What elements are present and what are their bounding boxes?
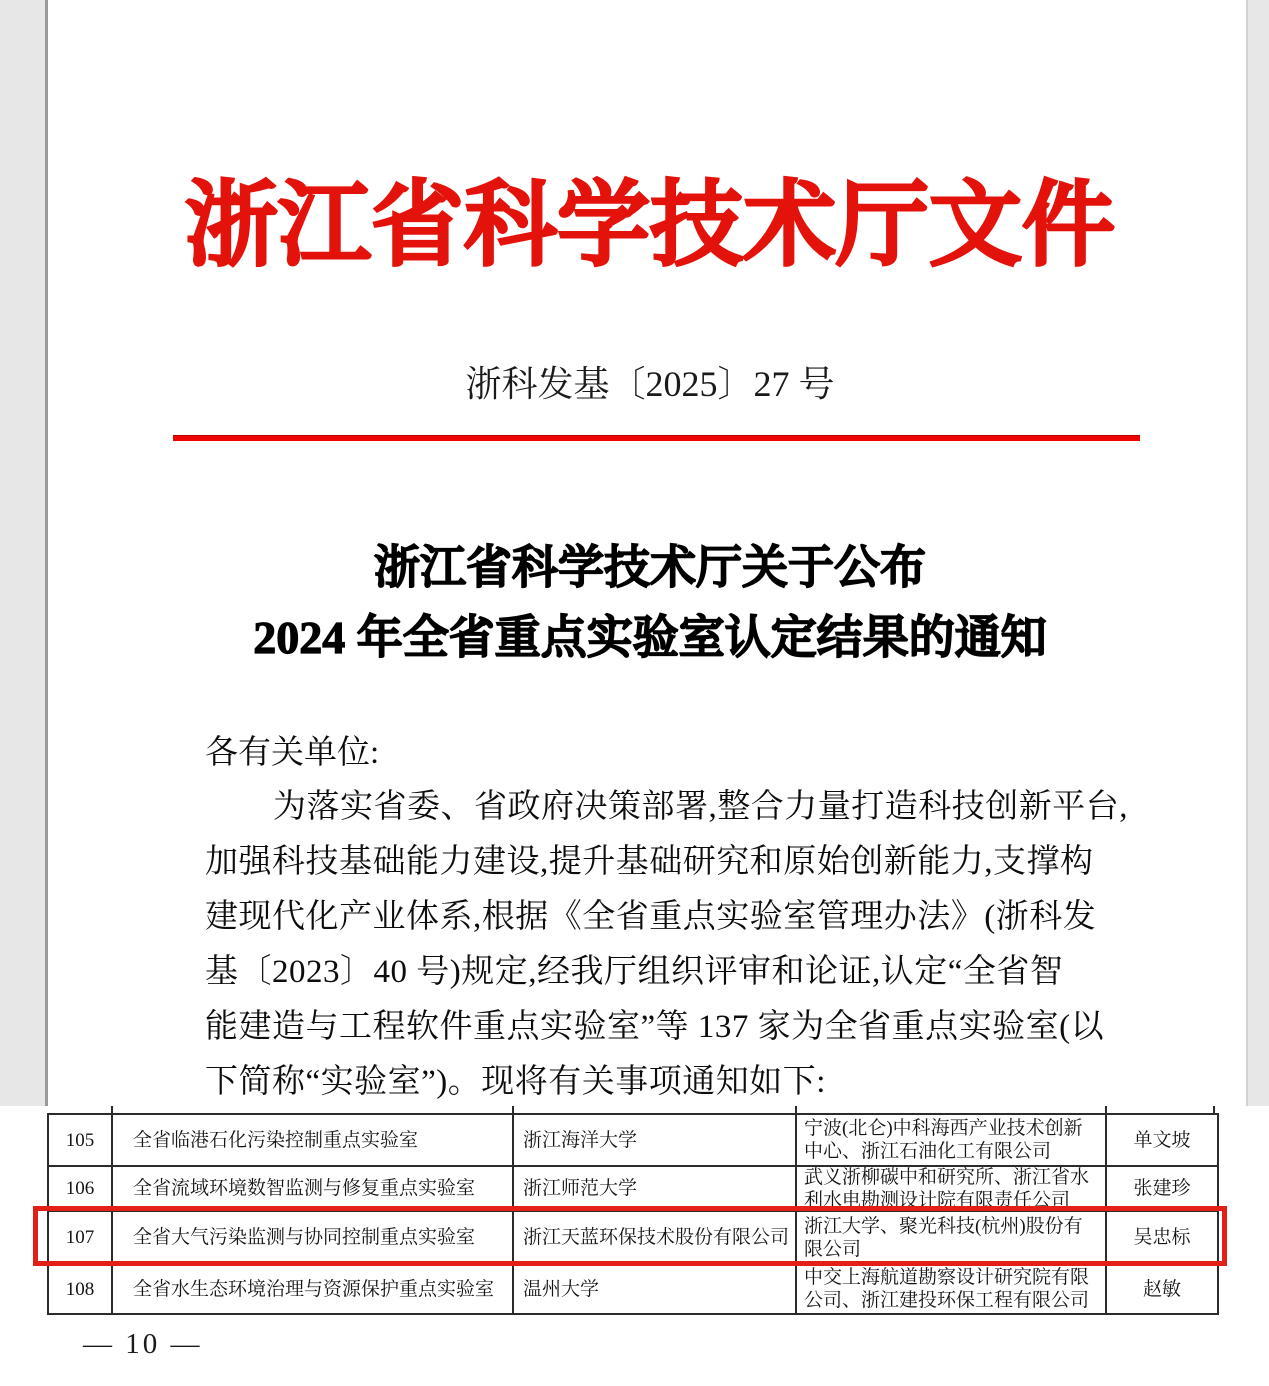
notice-title-line2: 2024 年全省重点实验室认定结果的通知 <box>253 612 1047 663</box>
body-line: 加强科技基础能力建设,提升基础研究和原始创新能力,支撑构 <box>205 844 1094 880</box>
row-107-highlight-box <box>33 1206 1227 1266</box>
table-cell-lab-name: 全省临港石化污染控制重点实验室 <box>113 1115 514 1167</box>
salutation: 各有关单位: <box>205 735 380 771</box>
table-cell-host-unit: 浙江海洋大学 <box>514 1115 797 1167</box>
table-cell-no: 106 <box>49 1167 113 1212</box>
table-cell-no: 108 <box>49 1265 113 1313</box>
table-cell-partner-units: 中交上海航道勘察设计研究院有限公司、浙江建投环保工程有限公司 <box>797 1265 1107 1313</box>
table-cell-partner-units: 宁波(北仑)中科海西产业技术创新中心、浙江石油化工有限公司 <box>797 1115 1107 1167</box>
table-cell-no: 107 <box>49 1212 113 1265</box>
table-cell-director: 吴忠标 <box>1107 1212 1217 1265</box>
body-line: 为落实省委、省政府决策部署,整合力量打造科技创新平台, <box>273 789 1128 825</box>
agency-header-title: 浙江省科学技术厅文件 <box>185 175 1115 278</box>
body-line: 基〔2023〕40 号)规定,经我厅组织评审和论证,认定“全省智 <box>205 954 1064 990</box>
body-line: 建现代化产业体系,根据《全省重点实验室管理办法》(浙科发 <box>205 899 1097 935</box>
red-divider-line <box>173 435 1140 441</box>
table-cell-director: 张建珍 <box>1107 1167 1217 1212</box>
body-paragraph <box>205 780 1165 1110</box>
table-cell-lab-name: 全省大气污染监测与协同控制重点实验室 <box>113 1212 514 1265</box>
table-cell-director: 赵敏 <box>1142 1278 1181 1300</box>
table-cell-partner-units: 浙江大学、聚光科技(杭州)股份有限公司 <box>797 1212 1107 1265</box>
table-cell-lab-name: 全省流域环境数智监测与修复重点实验室 <box>113 1167 514 1212</box>
body-line: 下简称“实验室”)。现将有关事项通知如下: <box>205 1064 826 1100</box>
table-cell-host-unit: 浙江师范大学 <box>514 1167 797 1212</box>
table-cell-partner-units: 武义浙柳碳中和研究所、浙江省水利水电勘测设计院有限责任公司 <box>797 1167 1107 1212</box>
table-cell-host-unit: 浙江天蓝环保技术股份有限公司 <box>514 1212 797 1265</box>
table-cell-lab-name: 全省水生态环境治理与资源保护重点实验室 <box>113 1265 514 1313</box>
table-cell-no: 105 <box>49 1115 113 1167</box>
notice-title-line1: 浙江省科学技术厅关于公布 <box>374 542 926 593</box>
table-cell-host-unit: 温州大学 <box>514 1265 797 1313</box>
table-cell-director: 单文坡 <box>1107 1115 1217 1167</box>
document-number: 浙科发基〔2025〕27 号 <box>465 364 835 404</box>
page-number: — 10 — <box>83 1328 203 1360</box>
body-line: 能建造与工程软件重点实验室”等 137 家为全省重点实验室(以 <box>205 1009 1105 1045</box>
